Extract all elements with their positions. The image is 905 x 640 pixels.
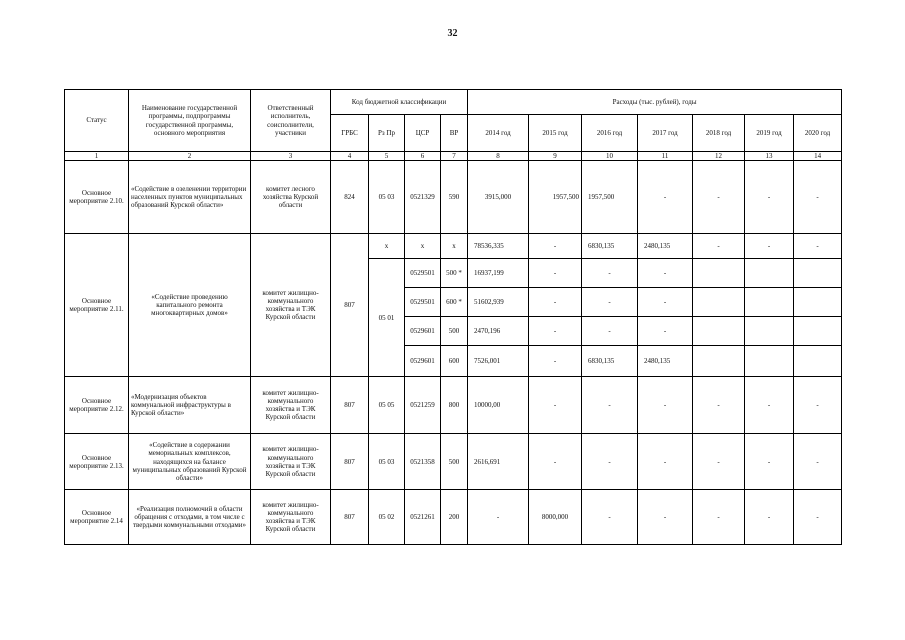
column-number: 14 xyxy=(794,152,842,161)
value-2015: - xyxy=(529,288,582,317)
header-csr: ЦСР xyxy=(405,115,441,152)
value-2019: - xyxy=(745,377,794,434)
value-2018 xyxy=(693,288,745,317)
csr-cell: 0521261 xyxy=(405,490,441,545)
csr-cell: 0529601 xyxy=(405,346,441,377)
value-2016: - xyxy=(582,490,638,545)
status-cell: Основное мероприятие 2.14 xyxy=(65,490,129,545)
header-program-name: Наименование государственной программы, подпрограммы государственной программы, основного мероприятия xyxy=(129,90,251,152)
column-number: 9 xyxy=(529,152,582,161)
vr-cell: х xyxy=(441,234,468,259)
value-2015: - xyxy=(529,346,582,377)
grbs-cell: 807 xyxy=(331,377,369,434)
value-2014: 10000,00 xyxy=(468,377,529,434)
value-2016: - xyxy=(582,288,638,317)
value-2014: 2470,196 xyxy=(468,317,529,346)
value-2016: - xyxy=(582,317,638,346)
rzpr-cell: 05 02 xyxy=(369,490,405,545)
csr-cell: 0521259 xyxy=(405,377,441,434)
value-2020 xyxy=(794,317,842,346)
value-2019 xyxy=(745,317,794,346)
header-status: Статус xyxy=(65,90,129,152)
header-vr: ВР xyxy=(441,115,468,152)
csr-cell: 0521329 xyxy=(405,161,441,234)
column-number: 13 xyxy=(745,152,794,161)
value-2016: 6830,135 xyxy=(582,346,638,377)
value-2018: - xyxy=(693,161,745,234)
rzpr-cell: 05 03 xyxy=(369,434,405,490)
responsible-cell: комитет жилищно-коммунального хозяйства и ТЭК Курской области xyxy=(251,377,331,434)
column-number: 10 xyxy=(582,152,638,161)
column-number: 3 xyxy=(251,152,331,161)
value-2020: - xyxy=(794,490,842,545)
rzpr-cell: х xyxy=(369,234,405,259)
page-number: 32 xyxy=(447,28,458,39)
grbs-cell: 807 xyxy=(331,490,369,545)
value-2018: - xyxy=(693,434,745,490)
vr-cell: 600 * xyxy=(441,288,468,317)
grbs-cell: 807 xyxy=(331,234,369,377)
header-budget-code: Код бюджетной классификации xyxy=(331,90,468,115)
value-2014: 78536,335 xyxy=(468,234,529,259)
value-2018: - xyxy=(693,234,745,259)
value-2019: - xyxy=(745,434,794,490)
value-2020: - xyxy=(794,234,842,259)
program-name-cell: «Реализация полномочий в области обращения с отходами, в том числе с твердыми коммунальными отходами» xyxy=(129,490,251,545)
value-2015: - xyxy=(529,434,582,490)
value-2019 xyxy=(745,288,794,317)
column-number: 12 xyxy=(693,152,745,161)
status-cell: Основное мероприятие 2.11. xyxy=(65,234,129,377)
value-2014: - xyxy=(468,490,529,545)
value-2017: 2480,135 xyxy=(638,234,693,259)
header-row-top xyxy=(65,90,842,115)
grbs-cell: 824 xyxy=(331,161,369,234)
value-2017: - xyxy=(638,161,693,234)
table-row-m211-total xyxy=(65,234,842,259)
header-year-2018: 2018 год xyxy=(693,115,745,152)
value-2015: - xyxy=(529,259,582,288)
value-2017: - xyxy=(638,434,693,490)
responsible-cell: комитет лесного хозяйства Курской области xyxy=(251,161,331,234)
vr-cell: 200 xyxy=(441,490,468,545)
column-number: 4 xyxy=(331,152,369,161)
status-cell: Основное мероприятие 2.10. xyxy=(65,161,129,234)
column-number: 2 xyxy=(129,152,251,161)
vr-cell: 800 xyxy=(441,377,468,434)
value-2015: 1957,500 xyxy=(529,161,582,234)
budget-table xyxy=(64,89,842,545)
rzpr-cell: 05 05 xyxy=(369,377,405,434)
value-2018: - xyxy=(693,490,745,545)
column-number: 11 xyxy=(638,152,693,161)
vr-cell: 590 xyxy=(441,161,468,234)
value-2020 xyxy=(794,288,842,317)
value-2016: 1957,500 xyxy=(582,161,638,234)
header-year-2020: 2020 год xyxy=(794,115,842,152)
value-2017: - xyxy=(638,259,693,288)
rzpr-cell: 05 01 xyxy=(369,259,405,377)
table-row-m210 xyxy=(65,161,842,234)
header-rzpr: Рз Пр xyxy=(369,115,405,152)
responsible-cell: комитет жилищно-коммунального хозяйства и ТЭК Курской области xyxy=(251,490,331,545)
value-2015: - xyxy=(529,234,582,259)
value-2015: 8000,000 xyxy=(529,490,582,545)
value-2018 xyxy=(693,259,745,288)
value-2017: - xyxy=(638,377,693,434)
value-2016: 6830,135 xyxy=(582,234,638,259)
header-year-2014: 2014 год xyxy=(468,115,529,152)
vr-cell: 500 xyxy=(441,317,468,346)
csr-cell: 0529601 xyxy=(405,317,441,346)
value-2020: - xyxy=(794,434,842,490)
value-2020: - xyxy=(794,377,842,434)
program-name-cell: «Содействие в содержании мемориальных комплексов, находящихся на балансе муниципальных образований Курской области» xyxy=(129,434,251,490)
status-cell: Основное мероприятие 2.13. xyxy=(65,434,129,490)
value-2017: - xyxy=(638,317,693,346)
value-2016: - xyxy=(582,434,638,490)
value-2017: - xyxy=(638,288,693,317)
table-row-m212 xyxy=(65,377,842,434)
column-number: 6 xyxy=(405,152,441,161)
value-2019: - xyxy=(745,234,794,259)
status-cell: Основное мероприятие 2.12. xyxy=(65,377,129,434)
value-2018 xyxy=(693,317,745,346)
table-row-m213 xyxy=(65,434,842,490)
program-name-cell: «Содействие проведению капитального ремонта многоквартирных домов» xyxy=(129,234,251,377)
value-2019: - xyxy=(745,161,794,234)
value-2014: 51602,939 xyxy=(468,288,529,317)
value-2019 xyxy=(745,259,794,288)
value-2014: 2616,691 xyxy=(468,434,529,490)
value-2015: - xyxy=(529,377,582,434)
header-grbs: ГРБС xyxy=(331,115,369,152)
value-2015: - xyxy=(529,317,582,346)
column-number-row xyxy=(65,152,842,161)
value-2018 xyxy=(693,346,745,377)
header-expenses: Расходы (тыс. рублей), годы xyxy=(468,90,842,115)
vr-cell: 600 xyxy=(441,346,468,377)
header-year-2015: 2015 год xyxy=(529,115,582,152)
column-number: 5 xyxy=(369,152,405,161)
header-year-2016: 2016 год xyxy=(582,115,638,152)
column-number: 7 xyxy=(441,152,468,161)
value-2020 xyxy=(794,259,842,288)
rzpr-cell: 05 03 xyxy=(369,161,405,234)
csr-cell: 0521358 xyxy=(405,434,441,490)
value-2020 xyxy=(794,346,842,377)
value-2014: 7526,001 xyxy=(468,346,529,377)
value-2020: - xyxy=(794,161,842,234)
grbs-cell: 807 xyxy=(331,434,369,490)
value-2019 xyxy=(745,346,794,377)
header-year-2019: 2019 год xyxy=(745,115,794,152)
header-responsible: Ответственный исполнитель, соисполнители, участники xyxy=(251,90,331,152)
value-2014: 3915,000 xyxy=(468,161,529,234)
program-name-cell: «Модернизация объектов коммунальной инфраструктуры в Курской области» xyxy=(129,377,251,434)
value-2019: - xyxy=(745,490,794,545)
column-number: 8 xyxy=(468,152,529,161)
responsible-cell: комитет жилищно-коммунального хозяйства и ТЭК Курской области xyxy=(251,234,331,377)
csr-cell: 0529501 xyxy=(405,259,441,288)
value-2014: 16937,199 xyxy=(468,259,529,288)
vr-cell: 500 xyxy=(441,434,468,490)
responsible-cell: комитет жилищно-коммунального хозяйства и ТЭК Курской области xyxy=(251,434,331,490)
program-name-cell: «Содействие в озеленении территории населенных пунктов муниципальных образований Курской области» xyxy=(129,161,251,234)
column-number: 1 xyxy=(65,152,129,161)
csr-cell: 0529501 xyxy=(405,288,441,317)
csr-cell: х xyxy=(405,234,441,259)
value-2017: 2480,135 xyxy=(638,346,693,377)
value-2016: - xyxy=(582,259,638,288)
value-2017: - xyxy=(638,490,693,545)
vr-cell: 500 * xyxy=(441,259,468,288)
value-2016: - xyxy=(582,377,638,434)
header-year-2017: 2017 год xyxy=(638,115,693,152)
value-2018: - xyxy=(693,377,745,434)
table-row-m214 xyxy=(65,490,842,545)
